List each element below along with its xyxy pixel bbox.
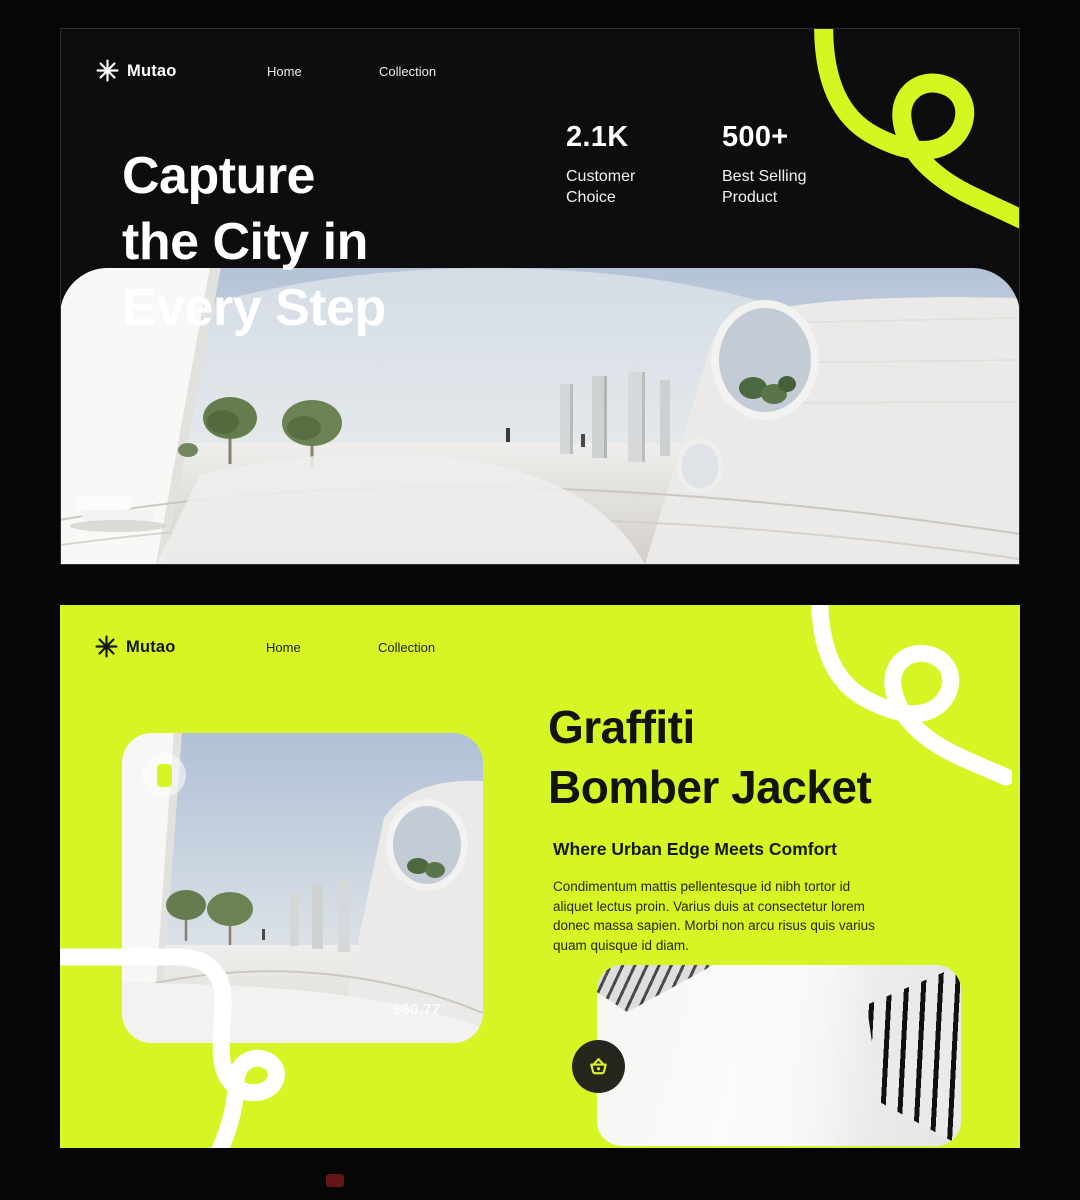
asterisk-logo-icon (95, 58, 120, 88)
product-section (60, 605, 1020, 1148)
stat-value: 2.1K (566, 121, 629, 153)
brand-name: Mutao (126, 638, 176, 656)
bookmark-icon (157, 764, 172, 787)
tunnel-haze (706, 965, 870, 1146)
card-bookmark-badge[interactable] (142, 753, 186, 797)
nav-link-collection[interactable]: Collection (378, 640, 436, 655)
hero-heading (122, 143, 386, 341)
watermark (326, 1174, 344, 1187)
product-title-line1: Graffiti (548, 701, 695, 753)
basket-icon (585, 1053, 612, 1080)
product-price: $60.77 (393, 1001, 441, 1018)
hero-heading-line3: Every Step (122, 279, 386, 337)
stat-customer-choice (566, 121, 672, 208)
stat-label: Customer Choice (566, 168, 636, 206)
hero-heading-line1: Capture (122, 147, 315, 205)
stat-value: 500+ (722, 121, 789, 153)
product-title (548, 697, 871, 817)
tunnel-architecture-photo (597, 965, 961, 1146)
stat-best-selling (722, 121, 828, 208)
product-tagline: Where Urban Edge Meets Comfort (553, 839, 837, 859)
asterisk-logo-icon (94, 634, 119, 664)
nav-link-collection[interactable]: Collection (379, 64, 437, 79)
nav-link-home[interactable]: Home (266, 640, 301, 655)
white-squiggle-decoration-bottom (60, 940, 320, 1148)
add-to-cart-button[interactable] (572, 1040, 625, 1093)
product-title-line2: Bomber Jacket (548, 761, 872, 813)
product-description: Condimentum mattis pellentesque id nibh tortor id aliquet lectus proin. Varius duis at consectetur lorem donec massa sapien. Morbi non arcu risus quis varius quam quisque id diam. (553, 879, 875, 953)
nav-link-home[interactable]: Home (267, 64, 302, 79)
hero-heading-line2: the City in (122, 213, 368, 271)
tunnel-stripes-top (597, 965, 713, 1012)
brand-name: Mutao (127, 62, 177, 80)
stat-label: Best Selling Product (722, 168, 807, 206)
hero-section (60, 28, 1020, 565)
